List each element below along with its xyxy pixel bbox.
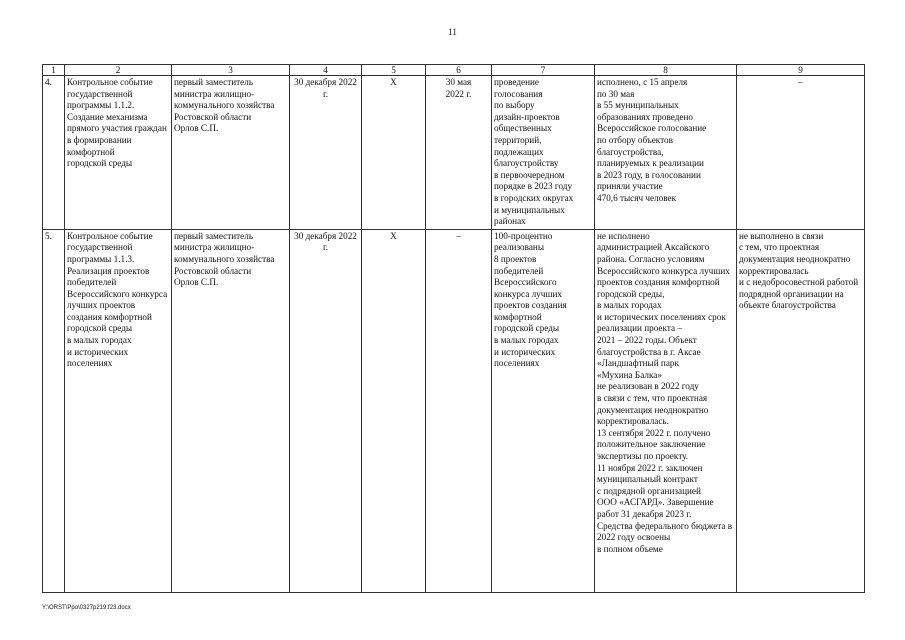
header-cell: 6 [426,65,492,76]
expected-result: 100-процентно реализованы 8 проектов победителей Всероссийского конкурса лучших проектов создания комфортной городской среды в малых городах и исторических поселениях [492,229,595,592]
expected-result: проведение голосования по выбору дизайн-проектов общественных территорий, подлежащих благоустройству в первоочередном порядке в 2023 году в городских округах и муниципальных районах [492,76,595,230]
planned-date: 30 декабря 2022 г. [290,76,362,230]
header-cell: 2 [65,65,172,76]
column-5-value: X [362,229,426,592]
header-cell: 5 [362,65,426,76]
reason-note: не выполнено в связи с тем, что проектная документация неоднократно корректировалась и с недобросовестной работой подрядной организации на объекте благоустройства [737,229,865,592]
table-row [43,229,865,592]
header-cell: 3 [172,65,290,76]
actual-result: исполнено, с 15 апреля по 30 мая в 55 муниципальных образованиях проведено Всероссийское голосование по отбору объектов благоустройства, планируемых к реализации в 2023 году, в голосовании приняли участие 470,6 тысяч человек [595,76,737,230]
reason-note: – [737,76,865,230]
actual-date: – [426,229,492,592]
actual-date: 30 мая 2022 г. [426,76,492,230]
responsible-person: первый заместитель министра жилищно-коммунального хозяйства Ростовской области Орлов С.П. [172,229,290,592]
event-name: Контрольное событие государственной программы 1.1.3. Реализация проектов победителей Всероссийского конкурса лучших проектов создания комфортной городской среды в малых городах и исторических поселениях [65,229,172,592]
column-5-value: X [362,76,426,230]
responsible-person: первый заместитель министра жилищно-коммунального хозяйства Ростовской области Орлов С.П. [172,76,290,230]
event-name: Контрольное событие государственной программы 1.1.2. Создание механизма прямого участия граждан в формировании комфортной городской среды [65,76,172,230]
header-row [43,65,865,76]
file-path-footer: Y:\ORST\Ppo\0327p219.f23.docx [42,605,131,611]
table-row [43,76,865,230]
header-cell: 9 [737,65,865,76]
header-cell: 4 [290,65,362,76]
page-number: 11 [448,27,457,37]
actual-result: не исполнено администрацией Аксайского района. Согласно условиям Всероссийского конкурса лучших проектов создания комфортной городской среды, в малых городах и исторических поселениях срок реализации проекта – 2021 – 2022 годы. Объект благоустройства в г. Аксае «Ландшафтный парк «Мухина Балка» не реализован в 2022 году в связи с тем, что проектная документация неоднократно корректировалась. 13 сентября 2022 г. получено положительное заключение экспертизы по проекту. 11 ноября 2022 г. заключен муниципальный контракт с подрядной организацией ООО «АСГАРД». Завершение работ 31 декабря 2023 г. Средства федерального бюджета в 2022 году освоены в полном объеме [595,229,737,592]
report-table [42,64,865,593]
row-number: 5. [43,229,65,592]
header-cell: 8 [595,65,737,76]
header-cell: 1 [43,65,65,76]
planned-date: 30 декабря 2022 г. [290,229,362,592]
header-cell: 7 [492,65,595,76]
row-number: 4. [43,76,65,230]
